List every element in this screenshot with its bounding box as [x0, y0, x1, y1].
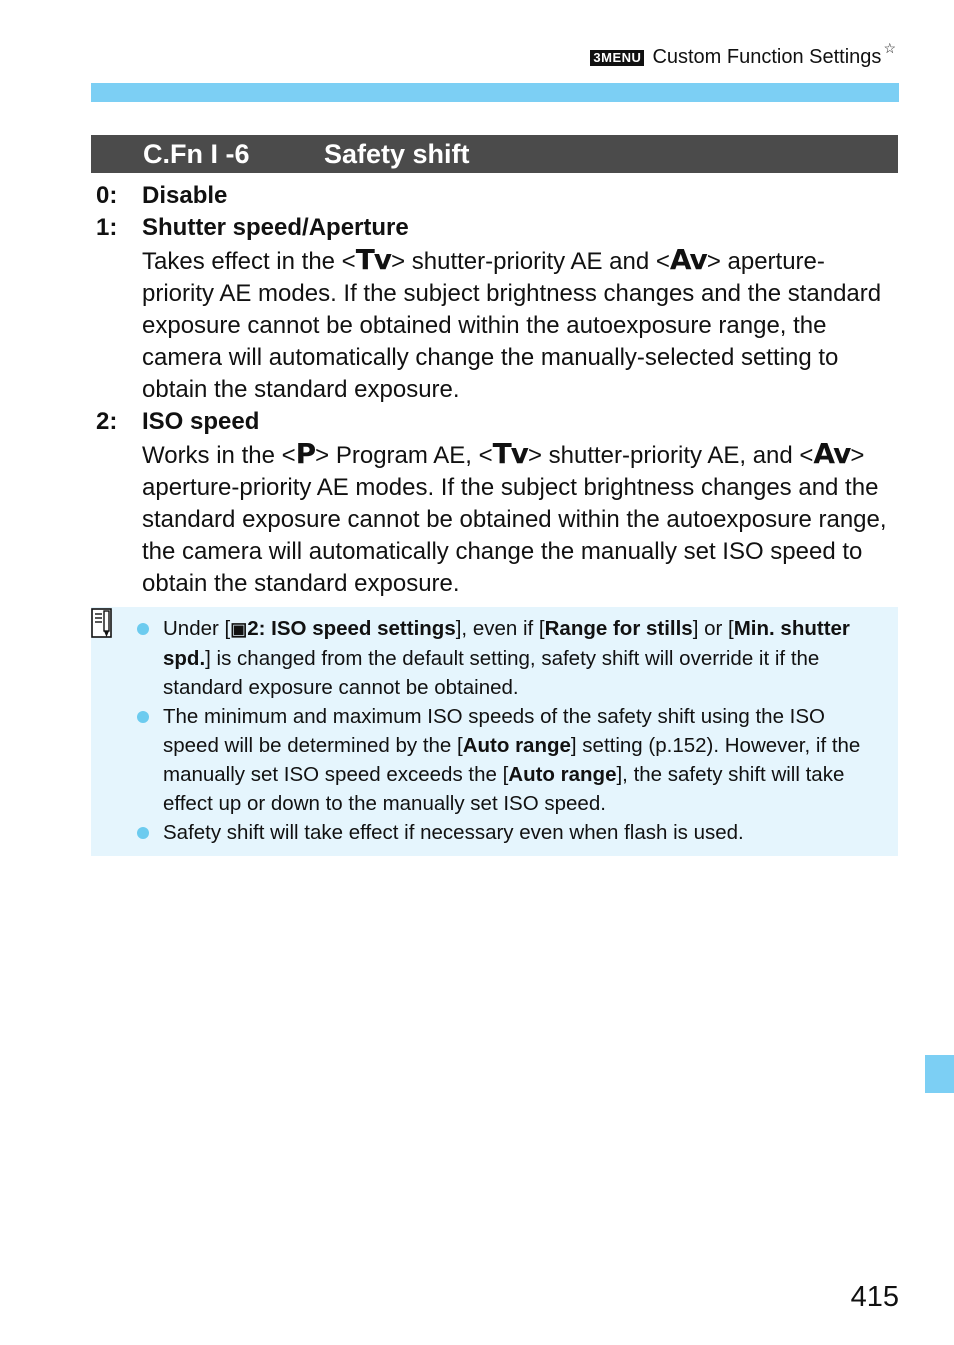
- page-number: 415: [850, 1281, 899, 1313]
- menu-badge-label: MENU: [601, 49, 642, 65]
- camera-tab-number: 2: [247, 617, 259, 640]
- bullet-icon: [137, 623, 149, 635]
- option-number: 1:: [96, 214, 118, 241]
- bullet-icon: [137, 827, 149, 839]
- note-text: Safety shift will take effect if necessary even when flash is used.: [163, 821, 744, 844]
- function-title-bar: [91, 135, 898, 173]
- option-2: [96, 406, 896, 600]
- menu-ref-label: : ISO speed settings: [258, 617, 456, 640]
- av-mode-icon: Av: [813, 437, 851, 470]
- desc-text: > aperture-priority AE modes. If the subject brightness changes and the standard exposure cannot be obtained within the autoexposure range, the camera will automatically change the manually set ISO speed to obtain the standard exposure.: [142, 442, 887, 597]
- option-description: [142, 438, 896, 600]
- desc-text: > aperture-priority AE modes. If the subject brightness changes and the standard exposure cannot be obtained within the autoexposure range, the camera will automatically change the manually-selected setting to obtain the standard exposure.: [142, 248, 882, 403]
- note-text: ] setting (p.152). However, if the manually set ISO speed exceeds the [: [163, 734, 861, 786]
- p-mode-icon: P: [295, 437, 316, 470]
- chapter-tab: [925, 1055, 954, 1093]
- desc-text: > shutter-priority AE, and <: [527, 442, 814, 469]
- option-number: 0:: [96, 182, 118, 209]
- note-list: [135, 614, 885, 847]
- note-text: ], the safety shift will take effect up or down to the manually set ISO speed.: [163, 763, 845, 815]
- option-1: [96, 212, 896, 406]
- menu-ref: Auto range: [462, 734, 571, 757]
- bullet-icon: [137, 711, 149, 723]
- note-item: [135, 818, 885, 847]
- note-text: ] is changed from the default setting, safety shift will override it if the standard exposure cannot be obtained.: [163, 647, 820, 699]
- option-list: [96, 180, 896, 600]
- option-label: Disable: [142, 182, 228, 209]
- option-0: [96, 180, 896, 212]
- option-number: 2:: [96, 408, 118, 435]
- menu-ref: Range for stills: [544, 617, 693, 640]
- star-icon: ☆: [883, 40, 896, 56]
- menu-ref: [230, 617, 456, 640]
- option-label: Shutter speed/Aperture: [142, 214, 409, 241]
- note-text: Under [: [163, 617, 231, 640]
- note-item: [135, 702, 885, 818]
- av-mode-icon: Av: [669, 243, 707, 276]
- note-text: ] or [: [692, 617, 734, 640]
- note-text: The minimum and maximum ISO speeds of the safety shift using the ISO speed will be determined by the [: [163, 705, 825, 757]
- desc-text: Works in the <: [142, 442, 296, 469]
- tv-mode-icon: Tv: [355, 243, 392, 276]
- note-text: ], even if [: [455, 617, 545, 640]
- running-header: [590, 40, 896, 69]
- function-code: C.Fn I -6: [143, 138, 250, 169]
- tv-mode-icon: Tv: [492, 437, 528, 470]
- menu-tab-badge: [590, 50, 644, 66]
- desc-text: Takes effect in the <: [142, 248, 356, 275]
- menu-tab-number: 3: [593, 49, 602, 65]
- note-box: [91, 607, 898, 856]
- desc-text: > Program AE, <: [315, 442, 493, 469]
- option-label: ISO speed: [142, 408, 260, 435]
- camera-icon: ▣: [230, 619, 248, 639]
- menu-ref: Auto range: [508, 763, 617, 786]
- accent-bar: [91, 83, 899, 102]
- section-title: Custom Function Settings: [652, 46, 882, 68]
- menu-ref: Min. shutter spd.: [163, 617, 850, 670]
- option-description: [142, 244, 896, 406]
- memo-pencil-icon: [91, 607, 117, 641]
- function-name: Safety shift: [324, 138, 470, 169]
- note-item: [135, 614, 885, 702]
- desc-text: > shutter-priority AE and <: [391, 248, 670, 275]
